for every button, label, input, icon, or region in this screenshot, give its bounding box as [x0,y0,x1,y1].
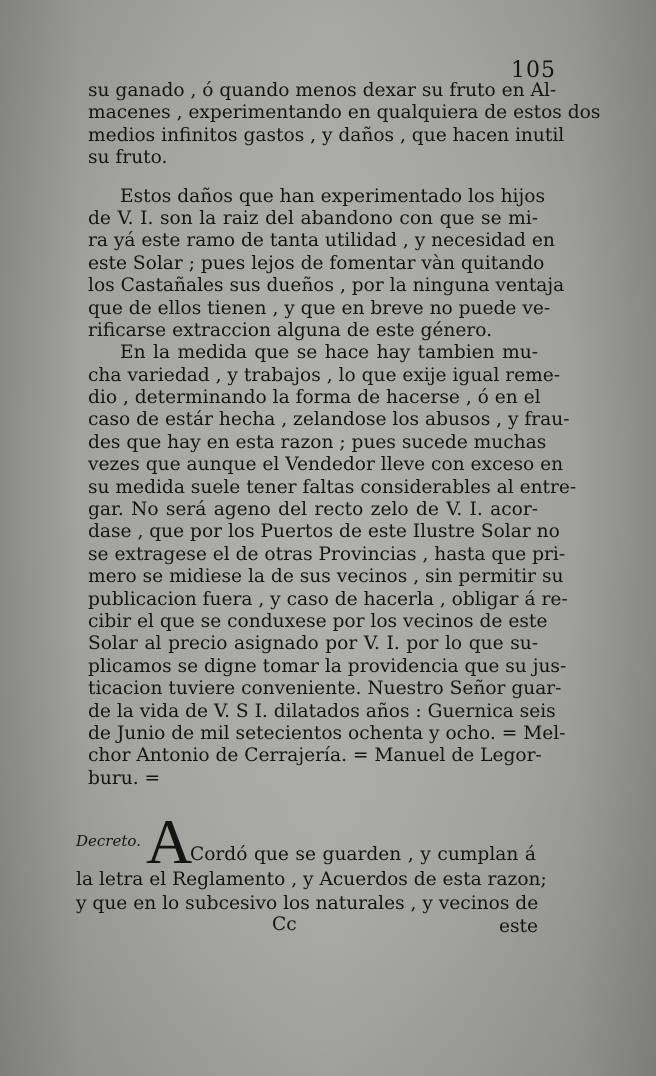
text-line: publicacion fuera , y caso de hacerla , obligar á re- [88,588,568,610]
text-line: Estos daños que han experimentado los hijos [120,185,546,207]
text-line: que de ellos tienen , y que en breve no puede ve- [88,297,551,319]
text-line: su fruto. [88,147,168,169]
text-line: macenes , experimentando en qualquiera de estos dos [88,102,601,124]
text-line: se extragese el de otras Provincias , hasta que pri- [88,543,566,565]
text-line: plicamos se digne tomar la providencia que su jus- [88,655,567,677]
text-line: gar. No será ageno del recto zelo de V. I. acor- [88,499,538,521]
text-line: Solar al precio asignado por V. I. por lo que su- [88,633,538,655]
text-line: los Castañales sus dueños , por la ninguna ventaja [88,275,565,297]
text-line: caso de estár hecha , zelandose los abusos , y frau- [88,409,570,431]
catchword: este [498,916,538,937]
page-number: 105 [511,58,556,83]
text-line: mero se midiese la de sus vecinos , sin permitir su [88,566,564,588]
text-line: ra yá este ramo de tanta utilidad , y necesidad en [88,230,555,252]
decree-text [76,868,547,916]
text-line: En la medida que se hace hay tambien mu- [120,342,538,364]
text-line: de Junio de mil setecientos ochenta y ocho. = Mel- [88,722,566,744]
text-line: des que hay en esta razon ; pues sucede muchas [88,431,547,453]
text-line: rificarse extraccion alguna de este género. [88,319,493,341]
text-line: chor Antonio de Cerrajería. = Manuel de Legor- [88,745,542,767]
page-footer [76,914,538,938]
text-line: dio , determinando la forma de hacerse , ó en el [88,387,541,409]
text-line: buru. = [88,767,161,789]
text-line: su medida suele tener faltas considerables al entre- [88,476,577,498]
text-line: la letra el Reglamento , y Acuerdos de esta razon; [76,869,547,890]
text-line: de V. I. son la raiz del abandono con que se mi- [88,207,538,229]
text-line: cha variedad , y trabajos , lo que exije igual reme- [88,364,561,386]
text-line: de la vida de V. S I. dilatados años : Guernica seis [88,700,556,722]
text-line: cibir el que se conduxese por los vecinos de este [88,610,548,632]
text-line: este Solar ; pues lejos de fomentar vàn quitando [88,252,545,274]
drop-cap: A [146,806,193,877]
body-text [88,80,601,790]
text-line: vezes que aunque el Vendedor lleve con exceso en [88,454,564,476]
text-line: medios infinitos gastos , y daños , que hacen inutil [88,124,565,146]
signature-mark: Cc [272,914,297,935]
text-line: su ganado , ó quando menos dexar su fruto en Al- [88,80,557,101]
decree-first-line: Cordó que se guarden , y cumplan á [190,844,536,865]
text-line: y que en lo subcesivo los naturales , y vecinos de [76,893,539,914]
text-line: ticacion tuviere conveniente. Nuestro Señor guar- [88,678,562,700]
decree-label: Decreto. [76,832,141,850]
text-line: dase , que por los Puertos de este Ilustre Solar no [88,521,560,543]
